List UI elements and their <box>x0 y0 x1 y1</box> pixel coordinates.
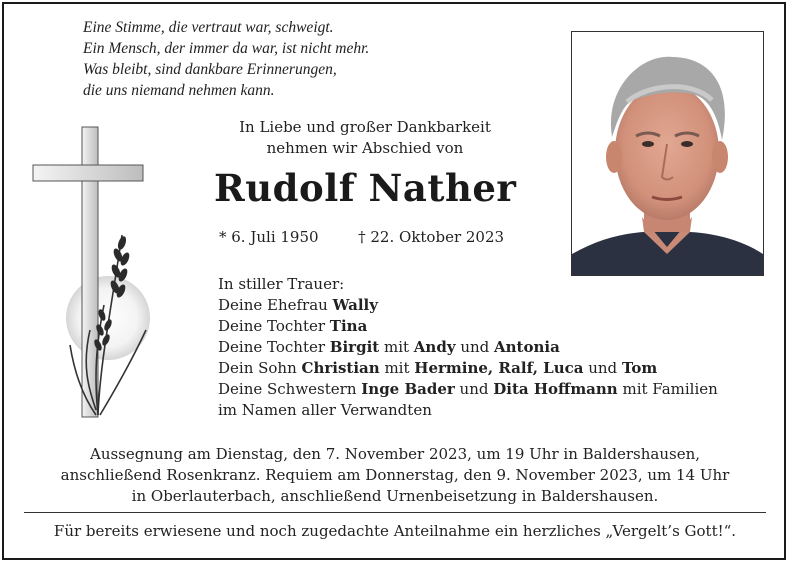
life-dates <box>219 228 539 246</box>
mourner-line <box>218 337 778 358</box>
mourner-line <box>218 400 778 421</box>
mourner-name: Andy <box>413 338 456 356</box>
mourner-name: Christian <box>301 359 380 377</box>
service-info <box>20 444 770 507</box>
mourner-line <box>218 379 778 400</box>
mourner-text: und <box>455 338 495 356</box>
death-date: † 22. Oktober 2023 <box>358 228 505 246</box>
intro-line: In Liebe und großer Dankbarkeit <box>239 118 491 136</box>
mourner-text: mit <box>379 338 414 356</box>
mourner-name: Wally <box>332 296 378 314</box>
mourning-heading: In stiller Trauer: <box>218 275 345 293</box>
poem-line: Was bleibt, sind dankbare Erinnerungen, <box>83 61 337 78</box>
cross-with-wheat-icon <box>30 125 155 425</box>
service-line: anschließend Rosenkranz. Requiem am Donnerstag, den 9. November 2023, um 14 Uhr <box>60 466 730 484</box>
deceased-name: Rudolf Nather <box>214 166 517 210</box>
poem-line: Eine Stimme, die vertraut war, schweigt. <box>83 19 334 36</box>
mourners-list <box>218 274 778 421</box>
poem-line: Ein Mensch, der immer da war, ist nicht mehr. <box>83 40 370 57</box>
intro-text <box>205 117 525 159</box>
mourner-text: im Namen aller Verwandten <box>218 401 432 419</box>
mourner-text: und <box>454 380 494 398</box>
mourner-name: Tina <box>329 317 368 335</box>
mourner-line <box>218 316 778 337</box>
mourner-name: Birgit <box>329 338 380 356</box>
mourner-name: Tom <box>621 359 658 377</box>
birth-date: * 6. Juli 1950 <box>219 228 319 246</box>
mourner-text: Dein Sohn <box>218 359 302 377</box>
thanks-text: Für bereits erwiesene und noch zugedachte Anteilnahme ein herzliches „Vergelt’s Gott!“. <box>53 522 737 540</box>
divider <box>24 512 766 513</box>
mourner-text: mit Familien <box>617 380 718 398</box>
mourner-line <box>218 358 778 379</box>
mourner-text: mit <box>379 359 415 377</box>
service-line: in Oberlauterbach, anschließend Urnenbeisetzung in Baldershausen. <box>131 487 659 505</box>
service-line: Aussegnung am Dienstag, den 7. November 2023, um 19 Uhr in Baldershausen, <box>89 445 701 463</box>
mourner-name: Antonia <box>494 338 560 356</box>
mourner-name: Dita Hoffmann <box>493 380 618 398</box>
mourner-text: Deine Tochter <box>218 317 330 335</box>
poem <box>83 17 553 101</box>
mourner-line <box>218 295 778 316</box>
mourner-name: Inge Bader <box>361 380 455 398</box>
mourner-text: Deine Ehefrau <box>218 296 333 314</box>
mourner-text: Deine Schwestern <box>218 380 362 398</box>
mourner-text: Deine Tochter <box>218 338 330 356</box>
mourner-name: Hermine, Ralf, Luca <box>414 359 584 377</box>
mourner-text: und <box>583 359 622 377</box>
poem-line: die uns niemand nehmen kann. <box>83 82 275 99</box>
intro-line: nehmen wir Abschied von <box>266 139 464 157</box>
portrait-photo <box>571 31 764 276</box>
